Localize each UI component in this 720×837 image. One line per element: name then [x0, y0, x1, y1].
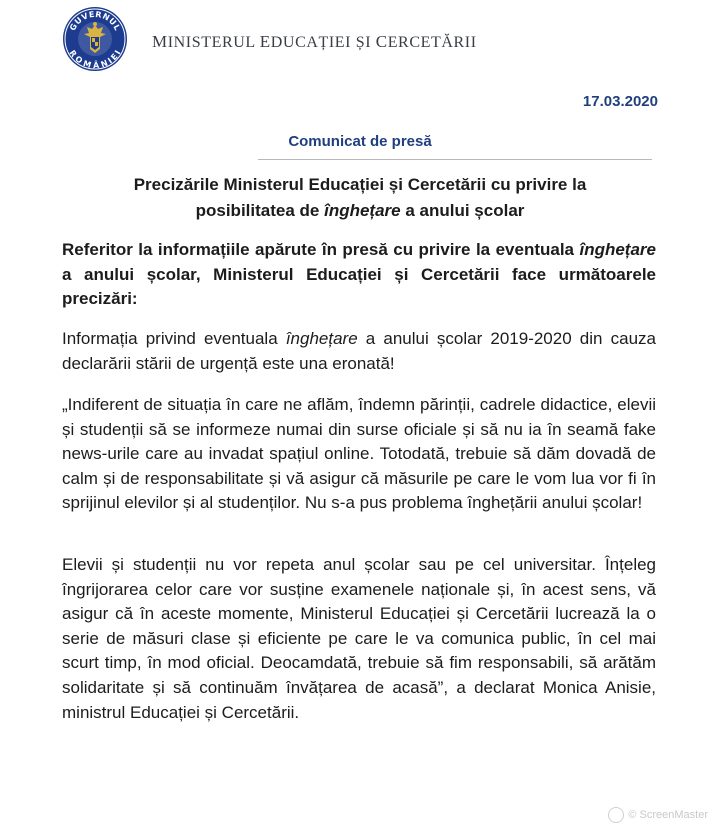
press-release-title: Precizările Ministerul Educației și Cercetării cu privire la posibilitatea de înghețare a anului școlar	[133, 175, 587, 220]
header	[62, 6, 477, 72]
intro-paragraph: Referitor la informațiile apărute în presă cu privire la eventuala înghețare a anului școlar, Ministerul Educației și Cercetării face următoarele precizări:	[62, 240, 656, 309]
ministry-name: MINISTERUL EDUCAȚIEI ȘI CERCETĂRII	[152, 32, 477, 51]
paragraph-1: Informația privind eventuala înghețare a anului școlar 2019-2020 din cauza declarării stării de urgență este una eronată!	[62, 329, 656, 373]
seal-text-bottom: ROMÂNIEI	[67, 48, 123, 71]
government-seal-icon	[62, 6, 128, 72]
seal-text-top: GUVERNUL	[67, 9, 123, 33]
document-date: 17.03.2020	[582, 93, 658, 110]
paragraph-2-quote: „Indiferent de situația în care ne aflăm, îndemn părinții, cadrele didactice, elevii și studenții să se informeze numai din surse oficiale și să nu ia în seamă fake news-urile care au invadat spațiul online. Totodată, trebuie să dăm dovadă de calm și de responsabilitate și vă asigur că măsurile pe care le vom lua vor fi în sprijinul elevilor și al studenților. Nu s-a pus problema înghețării anului școlar!	[62, 395, 656, 513]
paragraph-3: Elevii și studenții nu vor repeta anul școlar sau pe cel universitar. Înțeleg îngrijorarea celor care vor susține examenele naționale și, în acest sens, vă asigur că în aceste momente, Ministerul Educației și Cercetării lucrează la o serie de măsuri clase și eficiente pe care le va comunica public, în cel mai scurt timp, în mod oficial. Deocamdată, trebuie să fim responsabili, să arătăm solidaritate și să continuăm învățarea de acasă”, a declarat Monica Anisie, ministrul Educației și Cercetării.	[62, 555, 656, 722]
document-type-heading: Comunicat de presă	[288, 133, 432, 150]
header-divider	[258, 159, 652, 160]
watermark-icon	[608, 807, 624, 823]
watermark: © ScreenMaster	[608, 807, 708, 823]
